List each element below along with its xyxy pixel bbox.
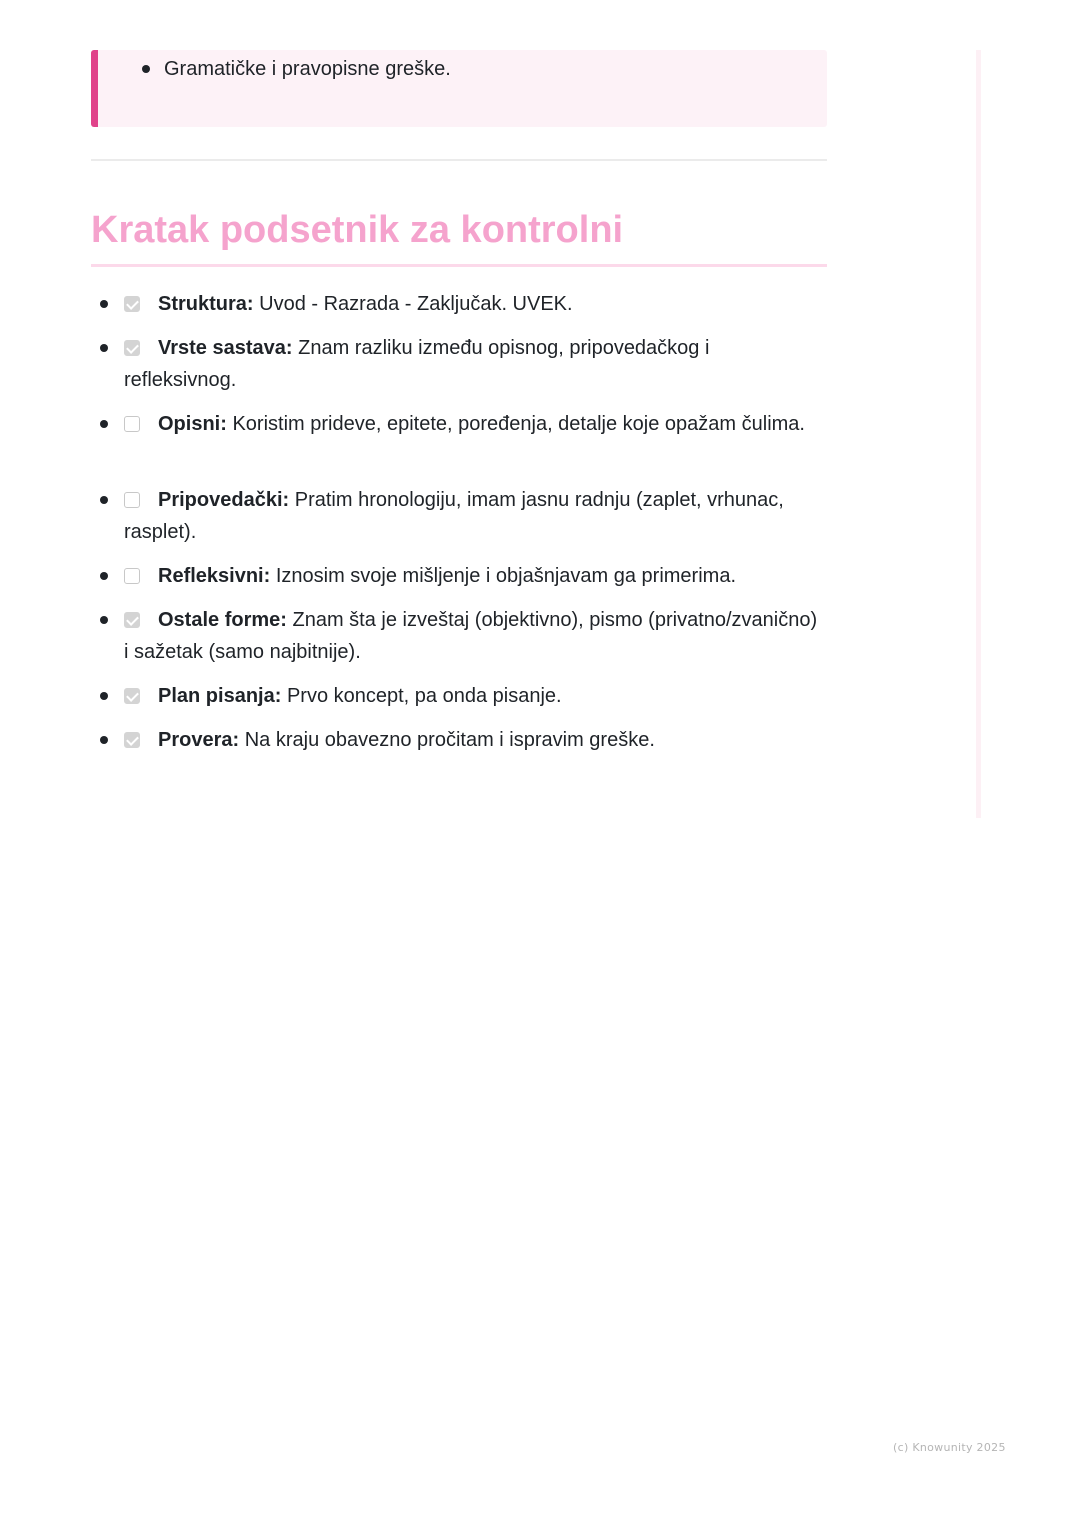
item-text: Na kraju obavezno pročitam i ispravim greške.	[244, 729, 655, 751]
checkbox[interactable]	[124, 340, 140, 356]
checklist-item-types	[124, 332, 824, 396]
bullet-icon	[100, 420, 108, 428]
heading-underline	[91, 264, 827, 267]
checklist-item-narrative	[124, 484, 824, 548]
checkbox[interactable]	[124, 612, 140, 628]
checkbox[interactable]	[124, 688, 140, 704]
bullet-icon	[100, 572, 108, 580]
checklist-item-reflective	[124, 560, 824, 592]
checklist-item-other-forms	[124, 604, 824, 668]
checkbox[interactable]	[124, 732, 140, 748]
checkbox[interactable]	[124, 568, 140, 584]
bullet-icon	[100, 616, 108, 624]
item-text: Iznosim svoje mišljenje i objašnjavam ga primerima.	[275, 565, 736, 587]
item-text: Uvod - Razrada - Zaključak. UVEK.	[259, 293, 573, 315]
item-text: Koristim prideve, epitete, poređenja, detalje koje opažam čulima.	[232, 413, 805, 435]
item-term: Vrste sastava:	[158, 337, 293, 359]
checkbox[interactable]	[124, 416, 140, 432]
bullet-icon	[100, 300, 108, 308]
bullet-icon	[142, 65, 150, 73]
side-rule	[976, 50, 981, 818]
item-term: Struktura:	[158, 293, 254, 315]
item-text: Znam razliku između opisnog, pripovedačkog i refleksivnog.	[124, 337, 710, 391]
checklist-item-structure	[124, 288, 824, 320]
checklist-item-descriptive	[124, 408, 824, 440]
callout-box	[91, 50, 827, 127]
item-text: Znam šta je izveštaj (objektivno), pismo (privatno/zvanično) i sažetak (samo najbitnije).	[124, 609, 818, 663]
callout-accent-bar	[91, 50, 98, 127]
checklist-item-writing-plan	[124, 680, 824, 712]
item-term: Provera:	[158, 729, 240, 751]
callout-item-text: Gramatičke i pravopisne greške.	[164, 58, 451, 80]
callout-list-item	[164, 57, 451, 81]
item-term: Ostale forme:	[158, 609, 287, 631]
footer-copyright: (c) Knowunity 2025	[893, 1441, 1006, 1454]
checkbox[interactable]	[124, 492, 140, 508]
bullet-icon	[100, 344, 108, 352]
checkbox[interactable]	[124, 296, 140, 312]
item-term: Opisni:	[158, 413, 227, 435]
bullet-icon	[100, 692, 108, 700]
section-divider	[91, 159, 827, 161]
item-term: Refleksivni:	[158, 565, 271, 587]
bullet-icon	[100, 496, 108, 504]
checklist-item-review	[124, 724, 824, 756]
item-text: Pratim hronologiju, imam jasnu radnju (zaplet, vrhunac, rasplet).	[124, 489, 784, 543]
bullet-icon	[100, 736, 108, 744]
section-heading: Kratak podsetnik za kontrolni	[91, 209, 624, 251]
item-term: Pripovedački:	[158, 489, 290, 511]
item-text: Prvo koncept, pa onda pisanje.	[286, 685, 562, 707]
item-term: Plan pisanja:	[158, 685, 282, 707]
